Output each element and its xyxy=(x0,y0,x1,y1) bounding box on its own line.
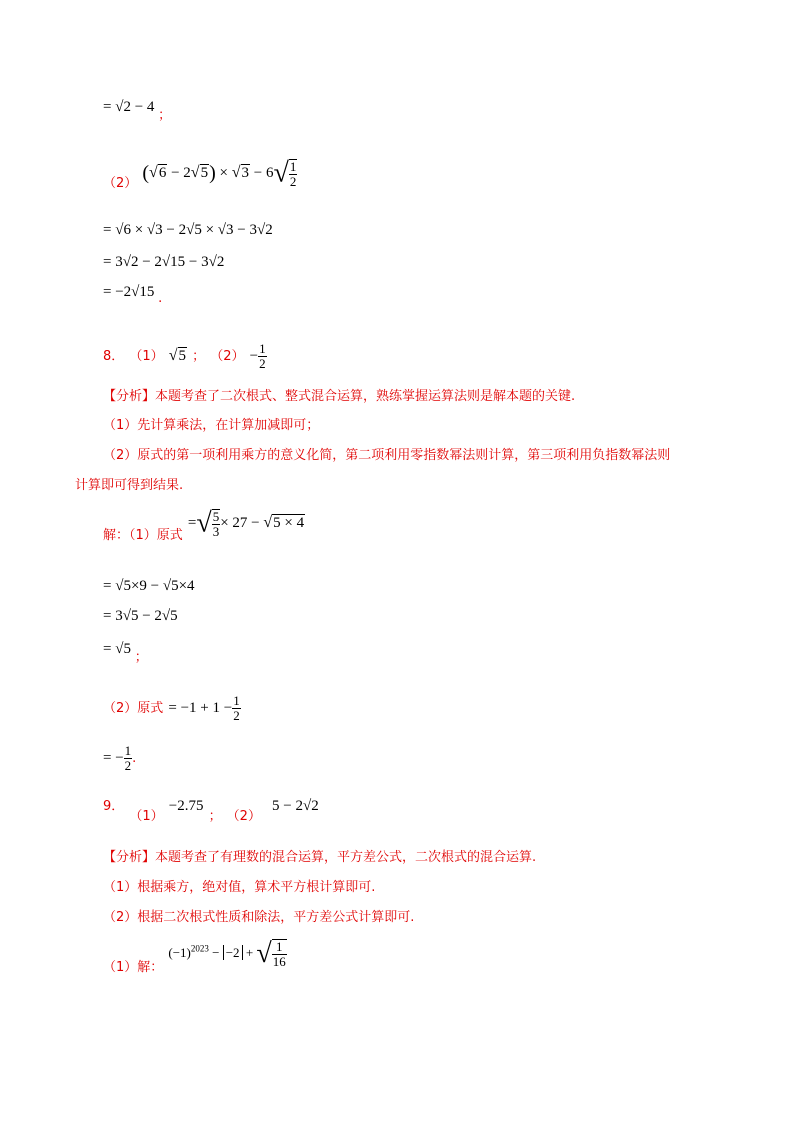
q9-answer-1: −2.75 xyxy=(168,798,204,814)
solution-9-expr: $(-1)^{2023} - -2$ + √ $\frac{1}{16}$ xyxy=(168,938,286,969)
step-8-2b: 计算即可得到结果. xyxy=(75,478,184,493)
step-8-1: （1）先计算乘法，在计算加减即可； xyxy=(103,418,320,433)
q9-part2-label: （2） xyxy=(226,809,261,824)
step-9-1: （1）根据乘方，绝对值，算术平方根计算即可. xyxy=(103,880,376,895)
line-5 xyxy=(103,284,163,306)
line-1 xyxy=(103,96,172,123)
line-2 xyxy=(103,158,297,190)
q8-answer-1: √5 xyxy=(168,346,187,364)
solution-9-line-1 xyxy=(103,938,287,975)
analysis-tag: 【分析】 xyxy=(103,389,156,404)
part-2-label: （2）原式 xyxy=(103,700,164,716)
q9-part1-label: （1） xyxy=(129,809,164,824)
q8-part1-label: （1） xyxy=(129,348,164,364)
solution-8-line-3: = 3√5 − 2√5 xyxy=(103,608,178,624)
solution-expr-1: =√ $\frac{5}{3}$ × 27 − √5 × 4 xyxy=(187,508,305,539)
q9-separator: ； xyxy=(208,809,222,824)
solution-label: 解：（1）原式 xyxy=(103,528,183,544)
solution-8-line-4 xyxy=(103,638,148,665)
solution-8-part2 xyxy=(103,694,241,723)
q8-number: 8． xyxy=(103,348,125,364)
semicolon: ； xyxy=(158,108,172,123)
solution-label: （1）解： xyxy=(103,959,164,975)
q9-number: 9． xyxy=(103,799,125,814)
analysis-text: 本题考查了有理数的混合运算，平方差公式，二次根式的混合运算. xyxy=(155,850,537,865)
solution-result-1: = √5 xyxy=(103,641,131,657)
expr-sqrt2-minus-4: = √2 − 4 xyxy=(103,99,155,115)
period: . xyxy=(158,291,163,306)
semicolon: ； xyxy=(134,650,148,665)
q9-answer-2: 5 − 2√2 xyxy=(272,798,319,814)
period: . xyxy=(132,750,137,766)
step-9-2: （2）根据二次根式性质和除法，平方差公式计算即可. xyxy=(103,910,415,925)
solution-8-line-2: = √5×9 − √5×4 xyxy=(103,578,195,594)
step-8-2a: （2）原式的第一项利用乘方的意义化简，第二项利用零指数幂法则计算，第三项利用负指数幂法则 xyxy=(103,448,671,463)
part-2-label: （2） xyxy=(103,176,138,192)
part-2-expr: = −1 + 1 − $\frac{1}{2}$ xyxy=(168,693,240,723)
q8-part2-label: （2） xyxy=(210,348,245,364)
q9-answer xyxy=(103,795,319,824)
q8-answer-2: − $\frac{1}{2}$ xyxy=(249,341,266,371)
solution-8-final: = − $\frac{1}{2}$ . xyxy=(103,743,137,773)
analysis-text: 本题考查了二次根式、整式混合运算，熟练掌握运算法则是解本题的关键. xyxy=(155,389,576,404)
expr-part-2: (√6 − 2√5) × √3 − 6√ $\frac{1}{2}$ xyxy=(142,158,297,189)
expr-final: = −2√15 xyxy=(103,284,155,300)
solution-8-line-1 xyxy=(103,508,305,544)
line-3: = √6 × √3 − 2√5 × √3 − 3√2 xyxy=(103,222,273,238)
q8-answer xyxy=(103,342,267,371)
analysis-8 xyxy=(103,385,575,404)
line-4: = 3√2 − 2√15 − 3√2 xyxy=(103,254,225,270)
analysis-9 xyxy=(103,846,536,865)
analysis-tag: 【分析】 xyxy=(103,850,156,865)
q8-separator: ； xyxy=(192,348,206,364)
